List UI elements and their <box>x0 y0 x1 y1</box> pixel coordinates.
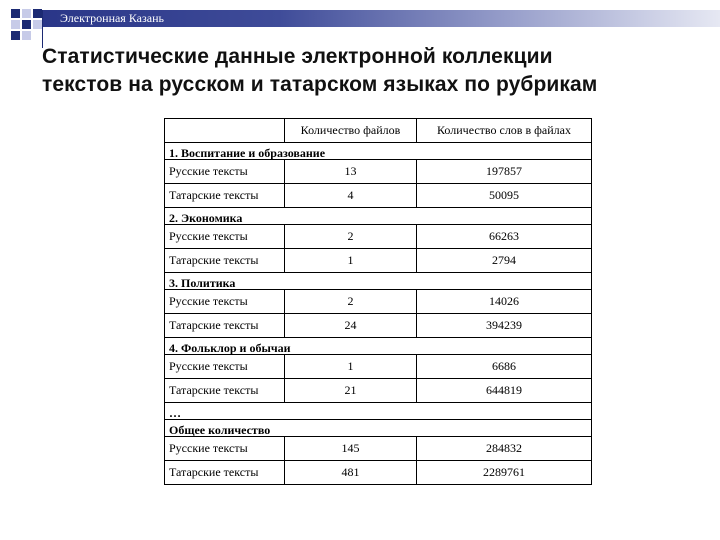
files-count: 2 <box>285 290 417 314</box>
decor-square <box>11 9 20 18</box>
table-row <box>165 160 592 184</box>
words-count: 644819 <box>417 379 592 403</box>
section-title: 4. Фольклор и обычаи <box>165 338 592 355</box>
files-count: 13 <box>285 160 417 184</box>
files-count: 4 <box>285 184 417 208</box>
table-row <box>165 437 592 461</box>
table-header-row <box>165 119 592 143</box>
files-count: 1 <box>285 249 417 273</box>
decor-square <box>22 31 31 40</box>
title-line-2: текстов на русском и татарском языках по рубрикам <box>42 73 598 96</box>
section-title: Общее количество <box>165 420 592 437</box>
row-label: Татарские тексты <box>165 314 285 338</box>
page-title <box>42 43 712 99</box>
row-label: Русские тексты <box>165 160 285 184</box>
table-row <box>165 225 592 249</box>
title-line-1: Статистические данные электронной коллекции <box>42 45 553 68</box>
words-count: 2794 <box>417 249 592 273</box>
files-count: 1 <box>285 355 417 379</box>
table-row <box>165 290 592 314</box>
table-row <box>165 355 592 379</box>
row-label: Русские тексты <box>165 355 285 379</box>
section-row <box>165 143 592 160</box>
row-label: Татарские тексты <box>165 379 285 403</box>
column-header-words: Количество слов в файлах <box>417 119 592 143</box>
words-count: 6686 <box>417 355 592 379</box>
files-count: 24 <box>285 314 417 338</box>
words-count: 14026 <box>417 290 592 314</box>
row-label: Русские тексты <box>165 225 285 249</box>
section-title: 3. Политика <box>165 273 592 290</box>
words-count: 284832 <box>417 437 592 461</box>
app-title: Электронная Казань <box>60 11 164 25</box>
column-header-files: Количество файлов <box>285 119 417 143</box>
words-count: 66263 <box>417 225 592 249</box>
decor-square <box>22 20 31 29</box>
words-count: 2289761 <box>417 461 592 485</box>
row-label: Русские тексты <box>165 290 285 314</box>
table-row <box>165 314 592 338</box>
table-row <box>165 461 592 485</box>
files-count: 145 <box>285 437 417 461</box>
files-count: 2 <box>285 225 417 249</box>
decor-square <box>33 20 42 29</box>
words-count: 394239 <box>417 314 592 338</box>
section-row <box>165 420 592 437</box>
section-title: … <box>165 403 592 420</box>
statistics-table <box>164 118 592 485</box>
section-title: 1. Воспитание и образование <box>165 143 592 160</box>
table-row <box>165 249 592 273</box>
row-label: Татарские тексты <box>165 249 285 273</box>
section-row <box>165 338 592 355</box>
table-row <box>165 379 592 403</box>
files-count: 481 <box>285 461 417 485</box>
words-count: 197857 <box>417 160 592 184</box>
words-count: 50095 <box>417 184 592 208</box>
section-title: 2. Экономика <box>165 208 592 225</box>
files-count: 21 <box>285 379 417 403</box>
column-header <box>165 119 285 143</box>
table-row <box>165 184 592 208</box>
decor-square <box>22 9 31 18</box>
decor-square <box>33 9 42 18</box>
decor-square <box>11 31 20 40</box>
section-row <box>165 403 592 420</box>
row-label: Татарские тексты <box>165 461 285 485</box>
section-row <box>165 273 592 290</box>
decor-square <box>11 20 20 29</box>
row-label: Русские тексты <box>165 437 285 461</box>
row-label: Татарские тексты <box>165 184 285 208</box>
section-row <box>165 208 592 225</box>
